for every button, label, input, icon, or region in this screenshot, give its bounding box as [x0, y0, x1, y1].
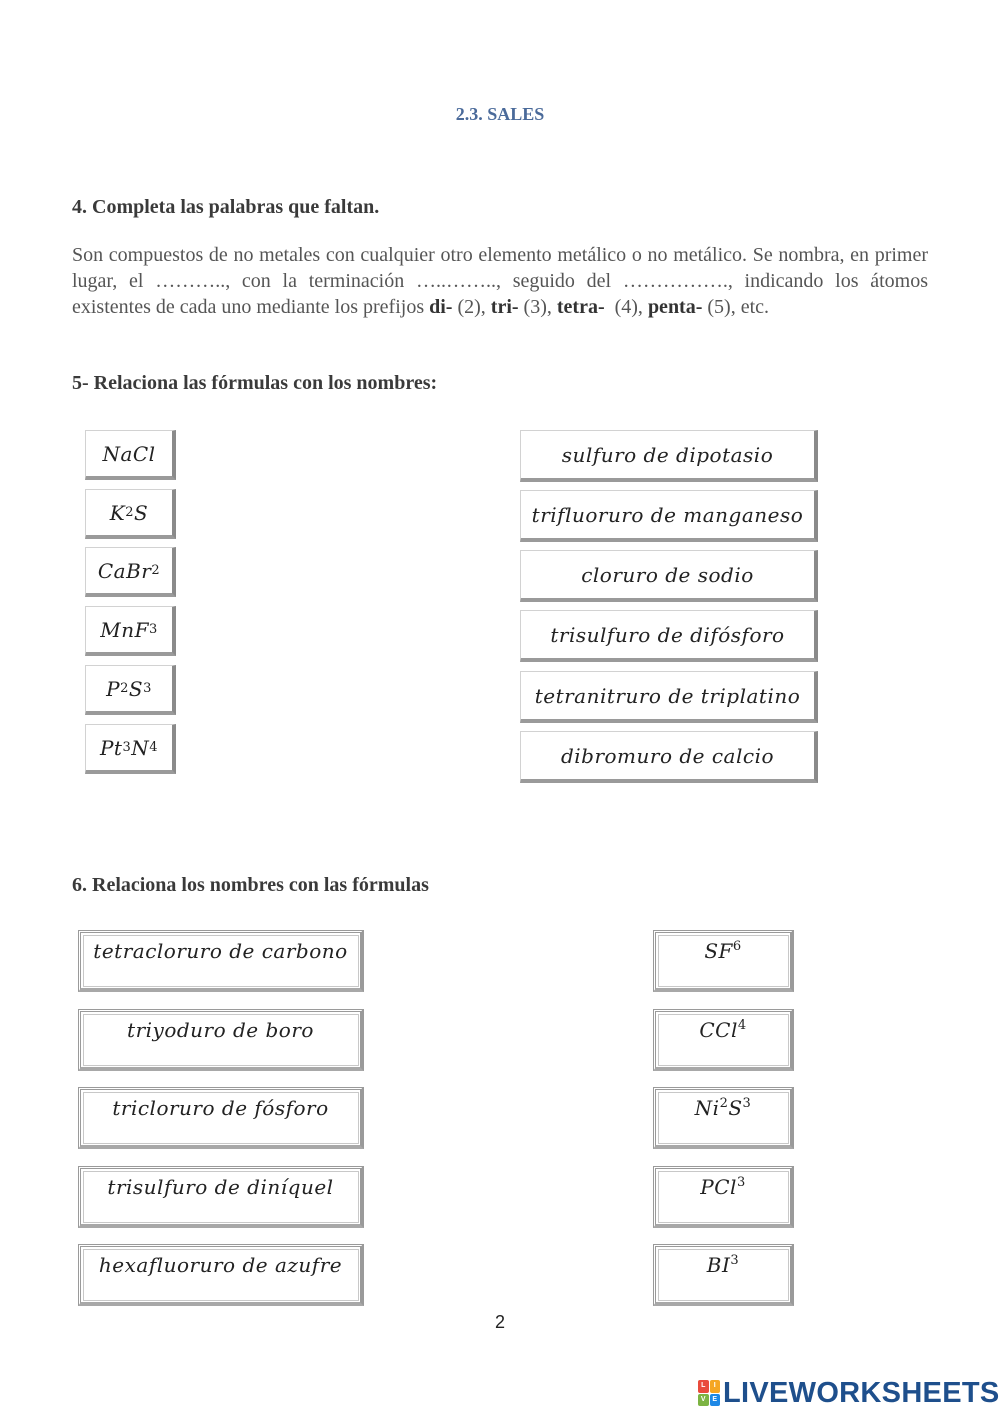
formula-sub: 3: [122, 740, 132, 755]
formula-base: NaCl: [102, 441, 156, 466]
formula-base: MnF: [100, 617, 149, 642]
logo-letter: L: [698, 1380, 709, 1393]
formula-base: CCl: [699, 1018, 738, 1042]
formula-box[interactable]: [653, 1244, 794, 1306]
prefix-di: di-: [429, 296, 453, 318]
name-box[interactable]: dibromuro de calcio: [520, 731, 818, 783]
prefix-tri: tri-: [490, 296, 519, 318]
formula-base: SF: [704, 939, 733, 963]
name-box[interactable]: triyoduro de boro: [78, 1009, 364, 1071]
brand-name: LIVEWORKSHEETS: [723, 1376, 1000, 1409]
formula-sub: 2: [125, 505, 135, 520]
formula-tail: S: [728, 1096, 743, 1120]
formula-box[interactable]: [85, 724, 176, 774]
formula-box[interactable]: [85, 430, 176, 480]
formula-sub: 6: [732, 939, 742, 954]
prefix-tetra: tetra-: [556, 296, 605, 318]
liveworksheets-logo-icon: [698, 1380, 720, 1406]
liveworksheets-brand[interactable]: [698, 1378, 1000, 1408]
paragraph-text: (5), etc.: [702, 296, 770, 318]
formula-box[interactable]: [653, 1087, 794, 1149]
formula-tail: S: [128, 676, 144, 701]
formula-sub: 4: [737, 1018, 747, 1033]
formula-box[interactable]: [85, 547, 176, 597]
name-box[interactable]: trisulfuro de diníquel: [78, 1166, 364, 1228]
name-box[interactable]: tricloruro de fósforo: [78, 1087, 364, 1149]
formula-sub: 3: [730, 1253, 740, 1268]
logo-letter: V: [698, 1394, 709, 1407]
paragraph-text: (2),: [452, 296, 491, 318]
formula-sub: 3: [143, 681, 152, 696]
logo-letter: I: [710, 1380, 721, 1393]
formula-base: Pt: [99, 735, 123, 760]
formula-base: BI: [706, 1253, 731, 1277]
formula-base: K: [109, 500, 126, 525]
formula-box[interactable]: [653, 930, 794, 992]
name-box[interactable]: hexafluoruro de azufre: [78, 1244, 364, 1306]
name-box[interactable]: trifluoruro de manganeso: [520, 490, 818, 542]
formula-sub: 3: [148, 622, 158, 637]
question-6-heading: 6. Relaciona los nombres con las fórmulas: [72, 874, 429, 896]
formula-box[interactable]: [85, 606, 176, 656]
section-title: 2.3. SALES: [455, 104, 545, 124]
formula-sub: 3: [736, 1175, 746, 1190]
question-4-paragraph: [72, 242, 928, 320]
paragraph-text: (4),: [604, 296, 648, 318]
formula-sub: 2: [151, 563, 161, 578]
formula-sub: 4: [149, 740, 159, 755]
formula-box[interactable]: [653, 1166, 794, 1228]
formula-sub: 3: [742, 1096, 752, 1111]
name-box[interactable]: tetracloruro de carbono: [78, 930, 364, 992]
name-box[interactable]: cloruro de sodio: [520, 550, 818, 602]
logo-letter: E: [710, 1394, 721, 1407]
question-4-heading: 4. Completa las palabras que faltan.: [72, 196, 380, 218]
paragraph-text: Son compuestos de no metales con cualquier otro elemento metálico o no metálico. Se nombra, en primer lugar, el ……….., con la terminación …..…….., seguido del ……………., indicando los átomos existentes de cada uno mediante los prefijos: [72, 244, 928, 318]
name-box[interactable]: sulfuro de dipotasio: [520, 430, 818, 482]
formula-box[interactable]: [85, 665, 176, 715]
formula-base: CaBr: [97, 558, 152, 583]
name-box[interactable]: trisulfuro de difósforo: [520, 610, 818, 662]
formula-sub: 2: [120, 681, 129, 696]
paragraph-text: (3),: [518, 296, 557, 318]
formula-box[interactable]: [85, 489, 176, 539]
name-box[interactable]: tetranitruro de triplatino: [520, 671, 818, 723]
formula-base: P: [106, 676, 121, 701]
question-5-heading: 5- Relaciona las fórmulas con los nombres:: [72, 372, 438, 394]
formula-sub: 2: [719, 1096, 729, 1111]
prefix-penta: penta-: [647, 296, 703, 318]
formula-base: Ni: [694, 1096, 720, 1120]
formula-tail: S: [134, 500, 149, 525]
formula-base: PCl: [700, 1175, 737, 1199]
formula-box[interactable]: [653, 1009, 794, 1071]
page-number: 2: [494, 1312, 505, 1332]
formula-tail: N: [131, 735, 150, 760]
